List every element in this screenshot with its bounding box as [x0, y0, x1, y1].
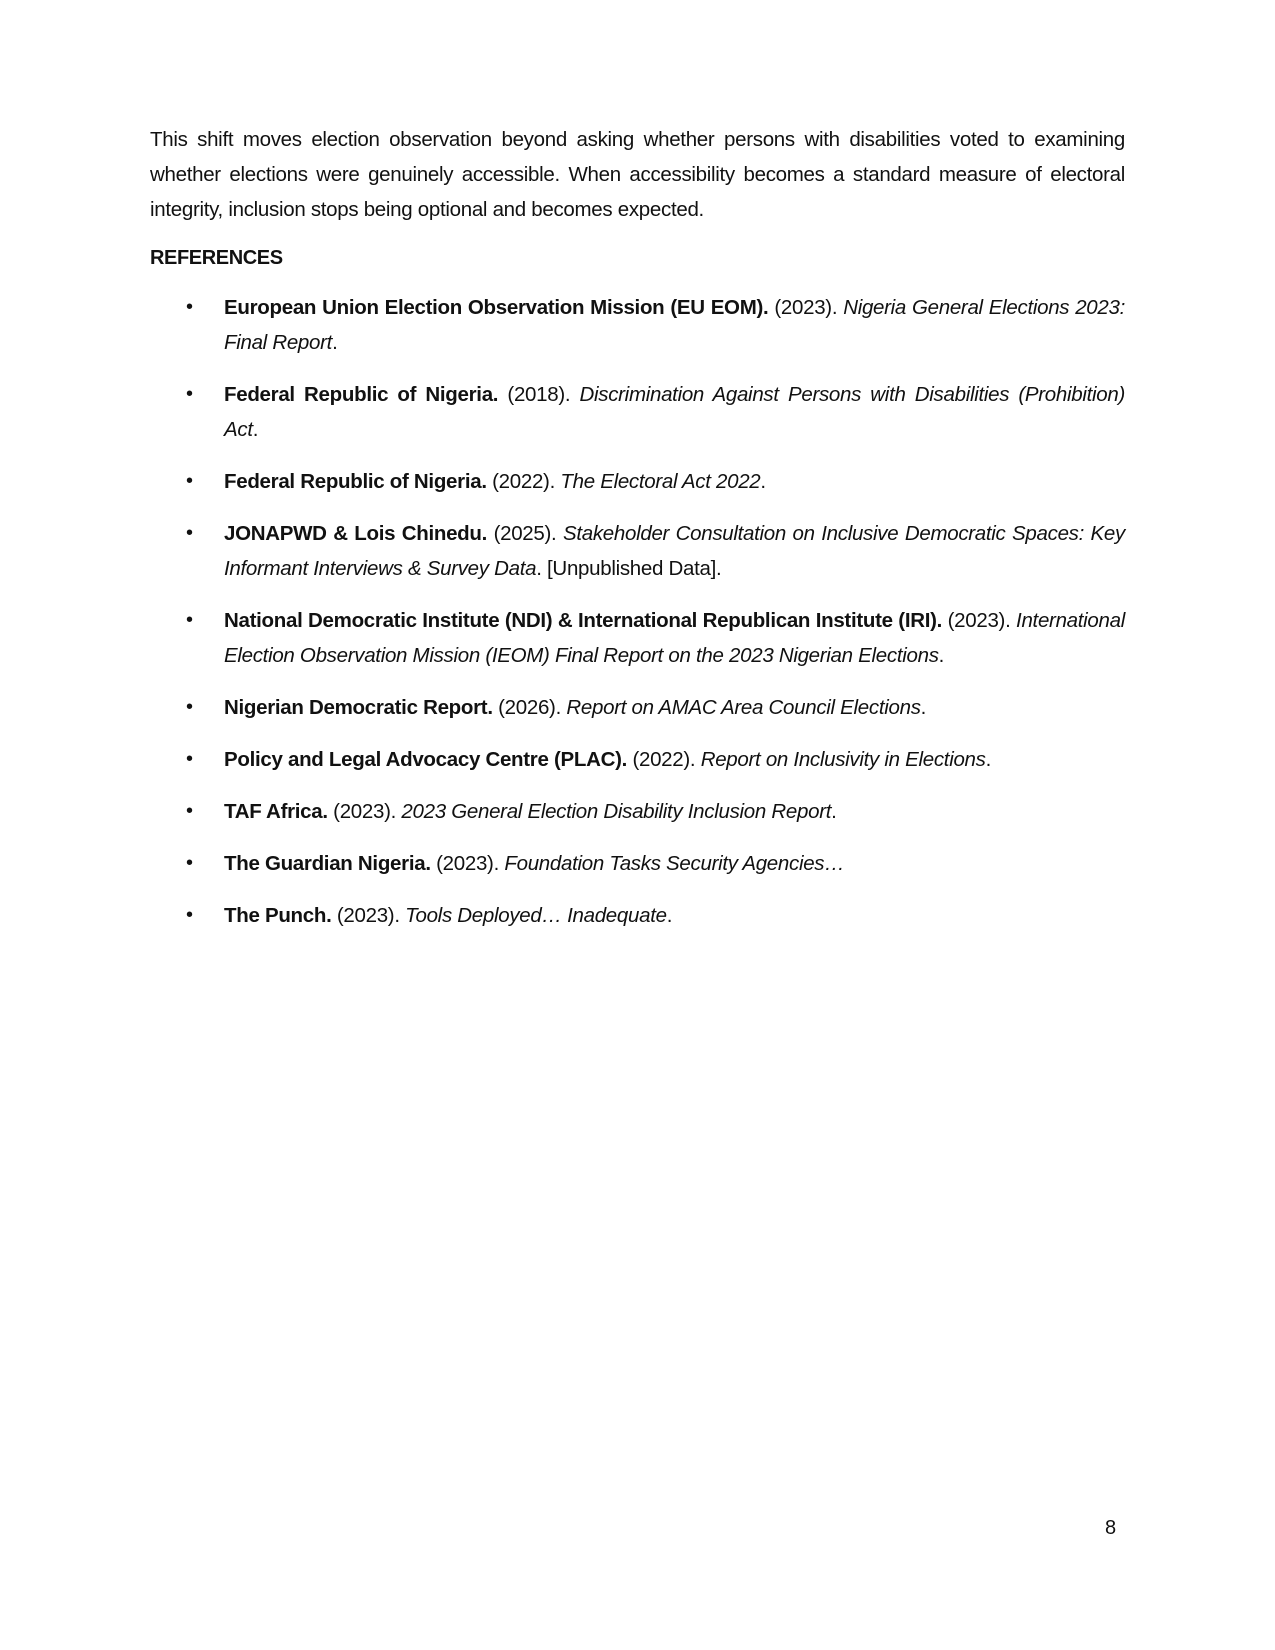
- reference-author: TAF Africa.: [224, 800, 328, 823]
- reference-title: Stakeholder Consultation on Inclusive Democratic Spaces: Key Informant Interviews & Survey Data: [224, 522, 1125, 580]
- reference-title: Nigeria General Elections 2023: Final Report: [224, 296, 1125, 354]
- reference-item: [150, 794, 1125, 829]
- reference-title: Report on AMAC Area Council Elections: [566, 696, 921, 719]
- reference-suffix: .: [920, 696, 927, 719]
- reference-year: (2025).: [487, 522, 563, 545]
- reference-suffix: . [Unpublished Data].: [536, 557, 722, 580]
- bullet-icon: •: [186, 609, 193, 631]
- reference-author: Federal Republic of Nigeria.: [224, 470, 487, 493]
- reference-title: International Election Observation Mission (IEOM) Final Report on the 2023 Nigerian Elections: [224, 609, 1125, 667]
- body-paragraph: This shift moves election observation beyond asking whether persons with disabilities voted to examining whether elections were genuinely accessible. When accessibility becomes a standard measure of electoral integrity, inclusion stops being optional and becomes expected.: [150, 128, 1125, 221]
- reference-author: National Democratic Institute (NDI) & International Republican Institute (IRI).: [224, 609, 943, 632]
- reference-year: (2023).: [327, 800, 402, 823]
- reference-suffix: .: [938, 644, 945, 667]
- bullet-icon: •: [186, 522, 193, 544]
- reference-author: The Punch.: [224, 904, 332, 927]
- reference-author: The Guardian Nigeria.: [224, 852, 431, 875]
- reference-title: 2023 General Election Disability Inclusion Report: [401, 800, 832, 823]
- bullet-icon: •: [186, 904, 193, 926]
- reference-suffix: .: [666, 904, 673, 927]
- page-content: [150, 122, 1125, 950]
- reference-year: (2023).: [331, 904, 406, 927]
- bullet-icon: •: [186, 696, 193, 718]
- reference-year: (2023).: [430, 852, 505, 875]
- reference-item: [150, 690, 1125, 725]
- reference-item: [150, 516, 1125, 586]
- reference-year: (2026).: [492, 696, 567, 719]
- reference-author: JONAPWD & Lois Chinedu.: [224, 522, 488, 545]
- reference-author: Nigerian Democratic Report.: [224, 696, 493, 719]
- reference-year: (2022).: [486, 470, 561, 493]
- bullet-icon: •: [186, 800, 193, 822]
- bullet-icon: •: [186, 470, 193, 492]
- reference-author: European Union Election Observation Mission (EU EOM).: [224, 296, 769, 319]
- bullet-icon: •: [186, 383, 193, 405]
- reference-item: [150, 290, 1125, 360]
- bullet-icon: •: [186, 296, 193, 318]
- reference-title: Tools Deployed… Inadequate: [405, 904, 667, 927]
- reference-year: (2022).: [627, 748, 701, 771]
- bullet-icon: •: [186, 852, 193, 874]
- reference-year: (2018).: [498, 383, 580, 406]
- reference-item: [150, 742, 1125, 777]
- reference-item: [150, 377, 1125, 447]
- reference-title: Report on Inclusivity in Elections: [700, 748, 986, 771]
- reference-author: Federal Republic of Nigeria.: [224, 383, 499, 406]
- reference-item: [150, 464, 1125, 499]
- reference-suffix: .: [332, 331, 338, 354]
- references-list: [150, 290, 1125, 933]
- reference-title: The Electoral Act 2022: [560, 470, 761, 493]
- reference-year: (2023).: [768, 296, 844, 319]
- reference-suffix: .: [252, 418, 259, 441]
- reference-item: [150, 898, 1125, 933]
- references-heading: REFERENCES: [150, 247, 283, 269]
- reference-author: Policy and Legal Advocacy Centre (PLAC).: [224, 748, 628, 771]
- reference-suffix: .: [985, 748, 992, 771]
- reference-title: Foundation Tasks Security Agencies…: [504, 852, 845, 875]
- reference-item: [150, 846, 1125, 881]
- reference-year: (2023).: [942, 609, 1017, 632]
- reference-suffix: .: [831, 800, 837, 823]
- bullet-icon: •: [186, 748, 193, 770]
- reference-item: [150, 603, 1125, 673]
- reference-title: Discrimination Against Persons with Disabilities (Prohibition) Act: [224, 383, 1125, 441]
- page-number: 8: [1105, 1517, 1117, 1539]
- reference-suffix: .: [760, 470, 766, 493]
